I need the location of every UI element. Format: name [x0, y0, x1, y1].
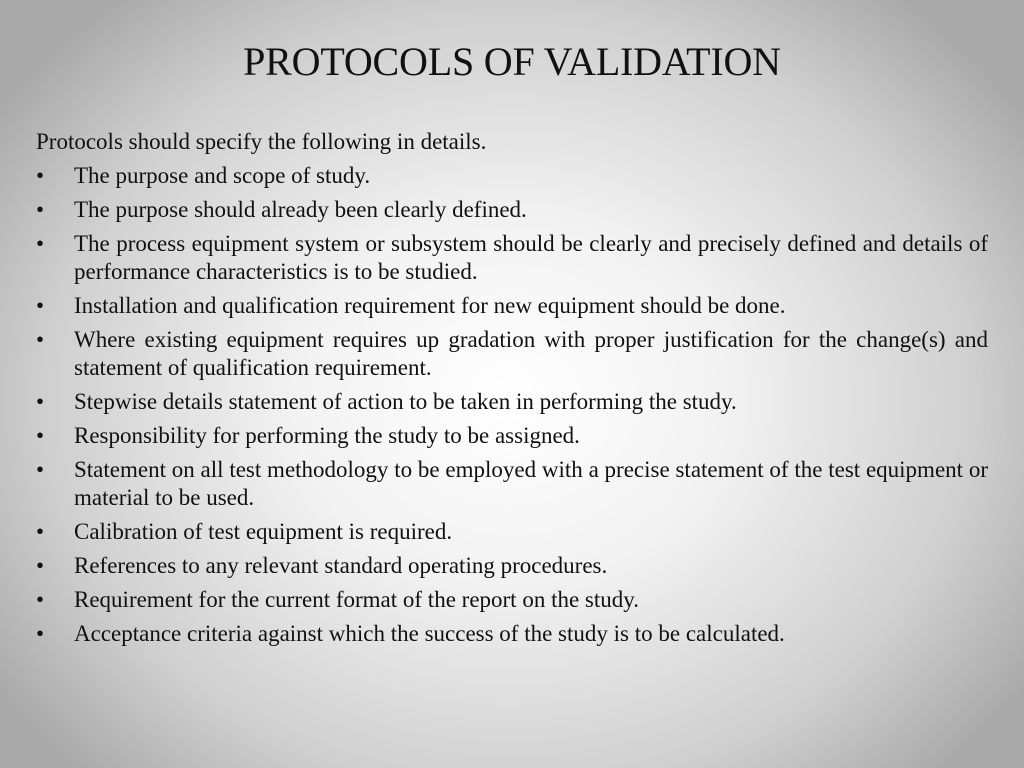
bullet-icon: • — [36, 197, 45, 222]
bullet-icon: • — [36, 423, 45, 448]
bullet-item — [36, 388, 988, 416]
bullet-icon: • — [36, 519, 45, 544]
bullet-item — [36, 292, 988, 320]
bullet-list — [36, 162, 988, 648]
bullet-icon: • — [36, 621, 45, 646]
bullet-text: Acceptance criteria against which the success of the study is to be calculated. — [74, 621, 785, 646]
bullet-item — [36, 456, 988, 512]
bullet-icon: • — [36, 587, 45, 612]
intro-text: Protocols should specify the following in details. — [36, 129, 487, 154]
bullet-text: Where existing equipment requires up gradation with proper justification for the change(s) and statement of qualification requirement. — [74, 327, 988, 380]
bullet-item — [36, 326, 988, 382]
bullet-text: Calibration of test equipment is required. — [74, 519, 453, 544]
bullet-item — [36, 586, 988, 614]
bullet-icon: • — [36, 293, 45, 318]
bullet-text: Responsibility for performing the study to be assigned. — [74, 423, 580, 448]
bullet-item — [36, 552, 988, 580]
bullet-icon: • — [36, 389, 45, 414]
bullet-item — [36, 518, 988, 546]
slide-title: PROTOCOLS OF VALIDATION — [243, 39, 781, 84]
bullet-text: The purpose and scope of study. — [74, 163, 371, 188]
bullet-item — [36, 620, 988, 648]
bullet-text: The purpose should already been clearly defined. — [74, 197, 527, 222]
bullet-text: References to any relevant standard operating procedures. — [74, 553, 608, 578]
bullet-icon: • — [36, 457, 45, 482]
bullet-icon: • — [36, 163, 45, 188]
bullet-item — [36, 196, 988, 224]
bullet-text: The process equipment system or subsystem should be clearly and precisely defined and details of performance characteristics is to be studied. — [74, 231, 988, 284]
bullet-item — [36, 230, 988, 286]
bullet-icon: • — [36, 327, 45, 352]
bullet-item — [36, 162, 988, 190]
bullet-text: Stepwise details statement of action to be taken in performing the study. — [74, 389, 737, 414]
bullet-icon: • — [36, 553, 45, 578]
bullet-item — [36, 422, 988, 450]
bullet-text: Requirement for the current format of the report on the study. — [74, 587, 640, 612]
slide-body — [36, 128, 988, 654]
bullet-text: Statement on all test methodology to be employed with a precise statement of the test equipment or material to be used. — [74, 457, 988, 510]
bullet-text: Installation and qualification requirement for new equipment should be done. — [74, 293, 786, 318]
bullet-icon: • — [36, 231, 45, 256]
